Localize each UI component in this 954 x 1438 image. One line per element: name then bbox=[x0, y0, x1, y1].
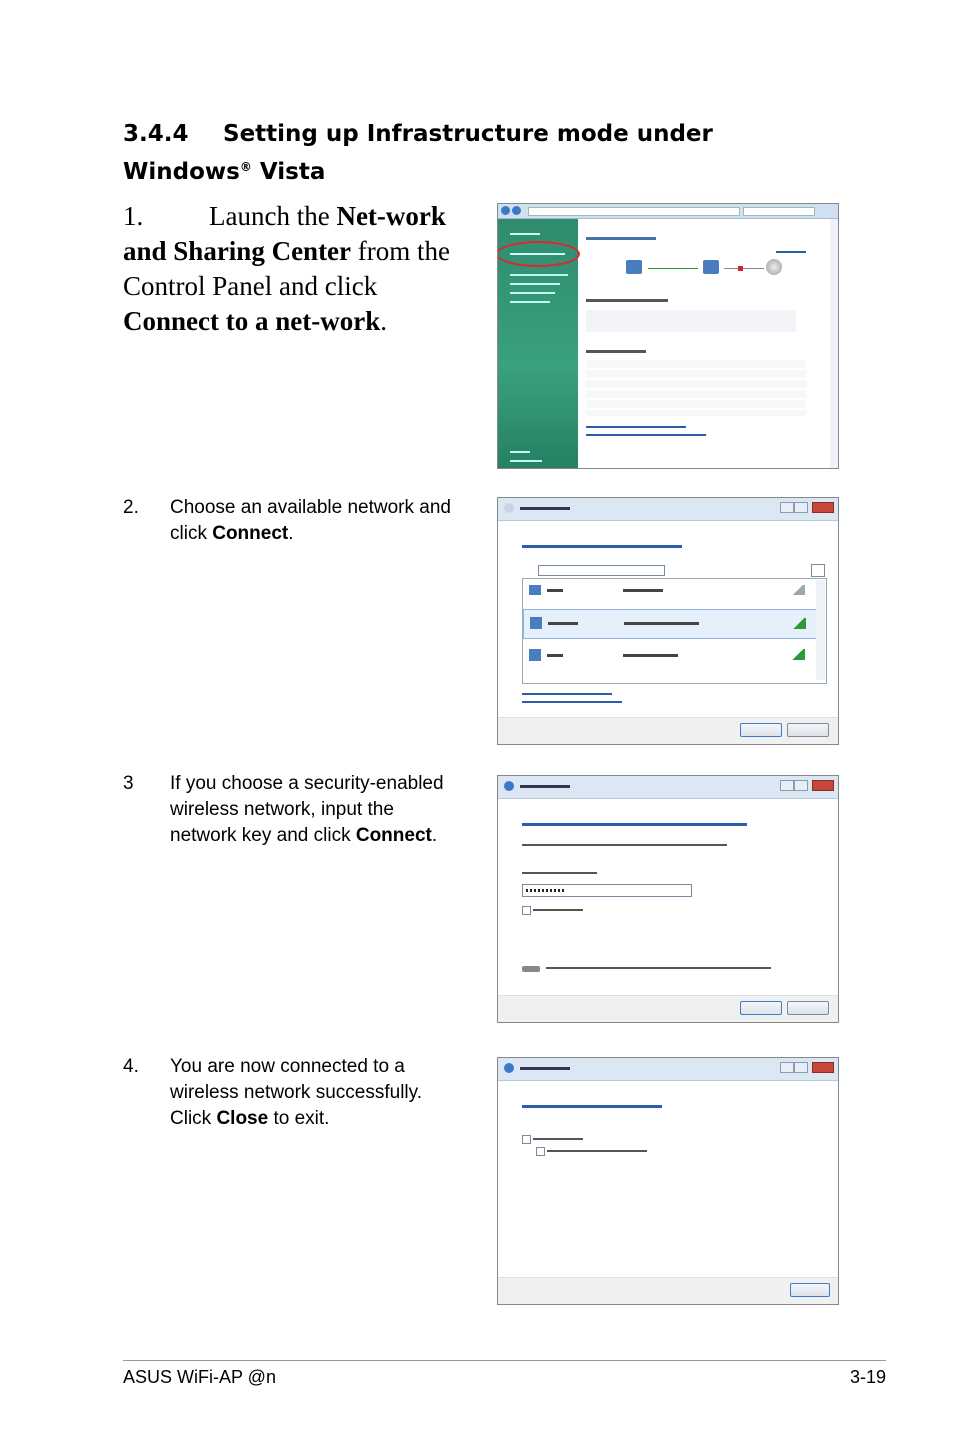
highlight-circle bbox=[497, 241, 580, 267]
signal-icon bbox=[791, 585, 805, 595]
close-icon bbox=[812, 1062, 834, 1073]
screenshot-network-sharing-center bbox=[497, 203, 839, 469]
internet-globe-icon bbox=[766, 259, 782, 275]
maximize-icon bbox=[794, 502, 808, 513]
network-icon bbox=[703, 260, 719, 274]
save-network-checkbox bbox=[522, 1135, 531, 1144]
show-dropdown bbox=[538, 565, 665, 576]
close-button bbox=[790, 1283, 830, 1297]
screenshot-choose-network bbox=[497, 497, 839, 745]
network-item-selected bbox=[523, 609, 817, 639]
title-bar bbox=[498, 498, 838, 521]
step-4-text: 4. You are now connected to a wireless network successfully. Click Close to exit. bbox=[123, 1056, 423, 1129]
step-1-text: 1. Launch the Net-work and Sharing Center from the Control Panel and click Connect to a net-work. bbox=[123, 201, 451, 336]
step-number: 4. bbox=[123, 1056, 139, 1077]
registered-mark: ® bbox=[239, 160, 252, 174]
connect-label: Connect bbox=[212, 523, 289, 544]
title-bar bbox=[498, 776, 838, 799]
step-number: 2. bbox=[123, 497, 139, 518]
forward-icon bbox=[512, 206, 521, 215]
screenshot-security-key bbox=[497, 775, 839, 1023]
close-label: Close bbox=[216, 1108, 269, 1129]
footer-divider bbox=[123, 1360, 886, 1361]
minimize-icon bbox=[780, 780, 794, 791]
signal-icon bbox=[791, 649, 805, 660]
minimize-icon bbox=[780, 502, 794, 513]
refresh-icon bbox=[811, 564, 825, 577]
disconnect-icon bbox=[738, 266, 743, 271]
step-2-text: 2. Choose an available network and click Connect. bbox=[123, 497, 451, 544]
step-3-text: 3 If you choose a security-enabled wireless network, input the network key and click Connect. bbox=[123, 773, 444, 846]
close-icon bbox=[812, 780, 834, 791]
network-icon bbox=[529, 585, 541, 595]
step-number: 3 bbox=[123, 773, 134, 794]
scrollbar bbox=[830, 219, 838, 468]
network-icon bbox=[529, 649, 541, 661]
search-field bbox=[743, 207, 815, 216]
connect-button bbox=[740, 1001, 782, 1015]
auto-start-checkbox bbox=[536, 1147, 545, 1156]
screenshot-connected bbox=[497, 1057, 839, 1305]
step-number: 1. bbox=[123, 201, 144, 231]
back-icon bbox=[504, 781, 514, 791]
cancel-button bbox=[787, 723, 829, 737]
sharing-settings-list bbox=[586, 360, 806, 416]
page-number: 3-19 bbox=[849, 1367, 886, 1387]
back-icon bbox=[504, 1063, 514, 1073]
heading-line1: Setting up Infrastructure mode under bbox=[223, 121, 713, 147]
footer-product: ASUS WiFi-AP @n bbox=[123, 1367, 276, 1387]
connect-label: Connect bbox=[355, 825, 432, 846]
signal-icon bbox=[792, 618, 806, 629]
close-icon bbox=[812, 502, 834, 513]
scrollbar bbox=[816, 580, 825, 680]
security-key-input bbox=[522, 884, 692, 897]
back-icon bbox=[501, 206, 510, 215]
maximize-icon bbox=[794, 780, 808, 791]
section-heading bbox=[123, 118, 763, 189]
maximize-icon bbox=[794, 1062, 808, 1073]
cancel-button bbox=[787, 1001, 829, 1015]
heading-windows: Windows bbox=[123, 159, 240, 185]
back-icon bbox=[504, 503, 514, 513]
heading-vista: Vista bbox=[251, 159, 326, 185]
connect-to-network-label: Connect to a net-work bbox=[123, 306, 381, 336]
connect-button bbox=[740, 723, 782, 737]
network-sharing-center-label: Net-work and Sharing Center bbox=[123, 201, 446, 266]
page-title-placeholder bbox=[586, 237, 656, 240]
display-characters-checkbox bbox=[522, 906, 531, 915]
minimize-icon bbox=[780, 1062, 794, 1073]
section-number: 3.4.4 bbox=[123, 121, 189, 147]
computer-icon bbox=[626, 260, 642, 274]
network-list bbox=[522, 578, 827, 684]
usb-icon bbox=[522, 966, 540, 972]
network-icon bbox=[530, 617, 542, 629]
address-field bbox=[528, 207, 740, 216]
title-bar bbox=[498, 1058, 838, 1081]
